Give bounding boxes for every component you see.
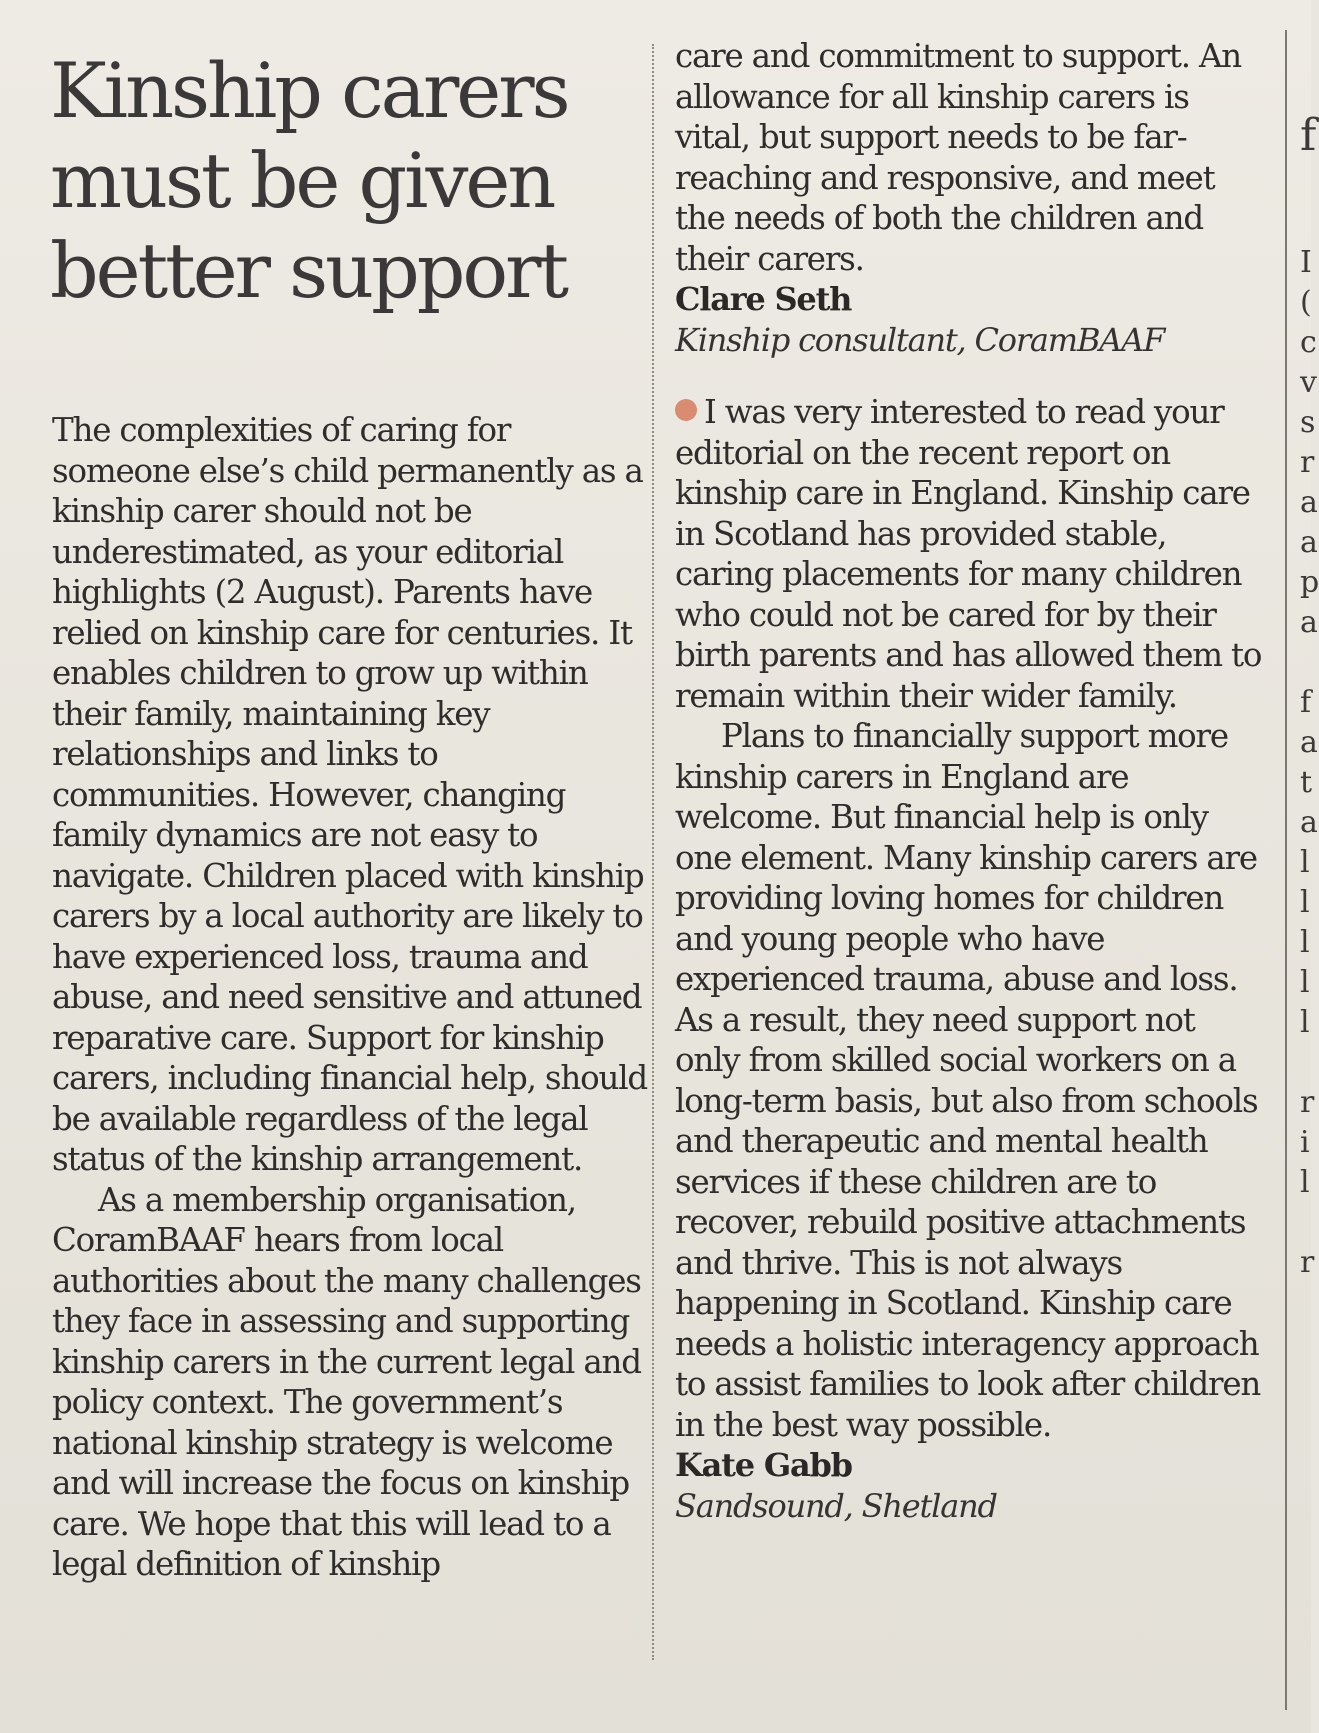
edge-fragment-0: f xyxy=(1300,110,1317,161)
edge-fragment-14: a xyxy=(1300,805,1318,840)
edge-fragment-13: t xyxy=(1300,765,1313,800)
letter-1-body xyxy=(52,410,652,1585)
headline-line-3: better support xyxy=(50,226,567,315)
edge-fragment-3: c xyxy=(1300,325,1317,360)
edge-fragment-16: l xyxy=(1300,885,1310,920)
edge-fragment-10: a xyxy=(1300,605,1318,640)
edge-fragment-19: l xyxy=(1300,1005,1310,1040)
bullet-dot-icon xyxy=(675,399,697,421)
letter-2-paragraph-1: I was very interested to read your editorial on the recent report on kinship care in England. Kinship care in Scotland has provided stable, caring placements for many children who could not be cared for by their birth parents and has allowed them to remain within their wider family. xyxy=(675,393,1262,715)
column-divider xyxy=(652,44,654,1660)
edge-fragment-2: ( xyxy=(1300,285,1312,320)
edge-fragment-1: I xyxy=(1300,245,1312,280)
edge-fragment-11: f xyxy=(1300,685,1312,720)
letter-2-location: Sandsound, Shetland xyxy=(675,1486,997,1525)
edge-fragment-23: r xyxy=(1300,1245,1315,1280)
letter-1-role: Kinship consultant, CoramBAAF xyxy=(675,320,1165,359)
edge-fragment-17: l xyxy=(1300,925,1310,960)
letter-2-paragraph-1-wrapper xyxy=(675,392,1265,716)
letter-gap xyxy=(675,360,1265,392)
edge-fragment-20: r xyxy=(1300,1085,1315,1120)
headline-line-1: Kinship carers xyxy=(50,46,568,135)
right-column xyxy=(675,36,1265,1526)
edge-fragment-22: l xyxy=(1300,1165,1310,1200)
edge-fragment-9: p xyxy=(1300,565,1319,600)
edge-fragment-6: r xyxy=(1300,445,1315,480)
headline xyxy=(50,46,650,316)
letter-1-paragraph-2: As a membership organisation, CoramBAAF hears from local authorities about the many challenges they face in assessing and supporting kinship carers in the current legal and policy context. The government’s national kinship strategy is welcome and will increase the focus on kinship care. We hope that this will lead to a legal definition of kinship xyxy=(52,1180,641,1583)
letter-2-author: Kate Gabb xyxy=(675,1446,852,1484)
edge-fragment-8: a xyxy=(1300,525,1318,560)
letter-1-paragraph-1: The complexities of caring for someone else’s child permanently as a kinship carer should not be underestimated, as your editorial highlights (2 August). Parents have relied on kinship care for centuries. It enables children to grow up within their family, maintaining key relationships and links to communities. However, changing family dynamics are not easy to navigate. Children placed with kinship carers by a local authority are likely to have experienced loss, trauma and abuse, and need sensitive and attuned reparative care. Support for kinship carers, including financial help, should be available regardless of the legal status of the kinship arrangement. xyxy=(52,411,648,1178)
letter-1-paragraph-3: care and commitment to support. An allowance for all kinship carers is vital, but support needs to be far-reaching and responsive, and meet the needs of both the children and their carers. xyxy=(675,37,1241,278)
edge-fragment-12: a xyxy=(1300,725,1318,760)
edge-fragment-4: v xyxy=(1300,365,1317,400)
edge-fragment-5: s xyxy=(1300,405,1316,440)
letter-1-author: Clare Seth xyxy=(675,280,852,318)
headline-line-2: must be given xyxy=(50,136,554,225)
letter-2-paragraph-2: Plans to financially support more kinship carers in England are welcome. But financial help is only one element. Many kinship carers are providing loving homes for children and young people who have experienced trauma, abuse and loss. As a result, they need support not only from skilled social workers on a long-term basis, but also from schools and therapeutic and mental health services if these children are to recover, rebuild positive attachments and thrive. This is not always happening in Scotland. Kinship care needs a holistic interagency approach to assist families to look after children in the best way possible. xyxy=(675,717,1261,1444)
edge-fragment-15: l xyxy=(1300,845,1310,880)
edge-fragment-7: a xyxy=(1300,485,1318,520)
edge-fragment-18: l xyxy=(1300,965,1310,1000)
edge-fragment-21: i xyxy=(1300,1125,1310,1160)
left-column-header xyxy=(50,30,650,316)
